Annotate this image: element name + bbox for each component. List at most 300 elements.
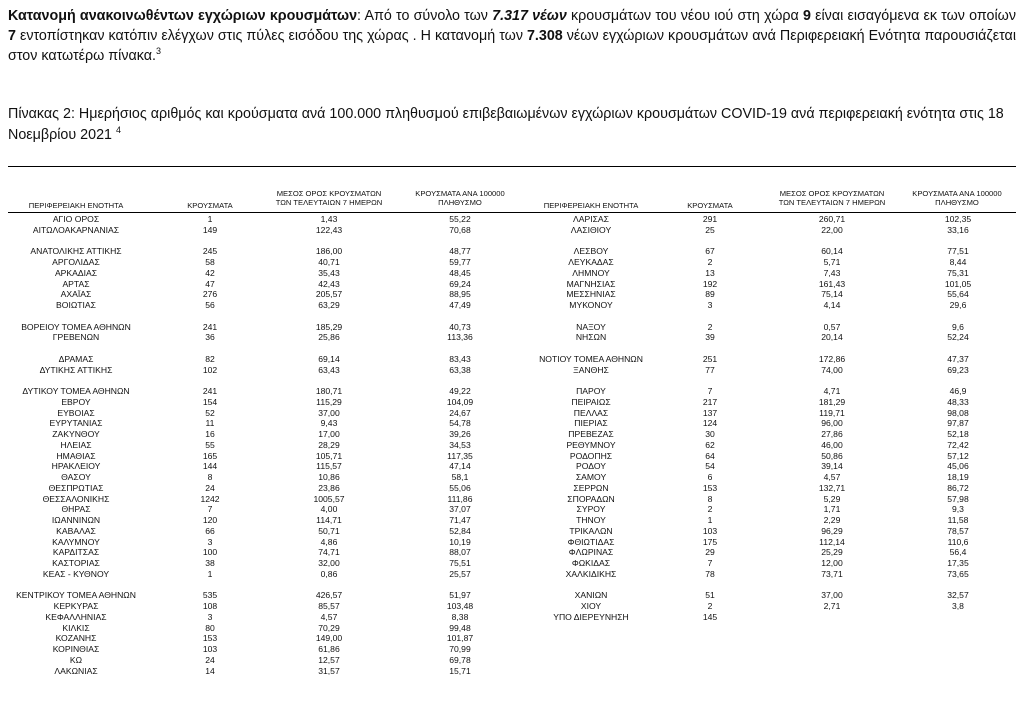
cell-avg7: 23,86 — [318, 482, 340, 493]
table-top-rule — [8, 166, 1016, 167]
cell-cases: 1 — [707, 515, 713, 525]
header-cases-left: ΚΡΟΥΣΜΑΤΑ — [187, 201, 233, 210]
cell-cases: 192 — [702, 278, 718, 289]
cell-region: ΜΕΣΣΗΝΙΑΣ — [566, 289, 616, 300]
cell-per100k: 9,6 — [952, 321, 964, 332]
cell-region: ΑΝΑΤΟΛΙΚΗΣ ΑΤΤΙΚΗΣ — [30, 246, 122, 257]
intro-heading: Κατανομή ανακοινωθέντων εγχώριων κρουσμάτων — [8, 8, 358, 24]
cell-region: ΛΑΣΙΘΙΟΥ — [570, 224, 612, 235]
cell-avg7: 69,14 — [318, 353, 340, 364]
cell-cases: 276 — [202, 289, 218, 300]
cell-region: ΘΕΣΠΡΩΤΙΑΣ — [48, 482, 104, 493]
cell-region: ΠΕΙΡΑΙΩΣ — [571, 396, 611, 407]
cell-cases: 7 — [207, 504, 213, 515]
cell-per100k: 32,57 — [947, 590, 969, 601]
cell-region: ΚΟΡΙΝΘΙΑΣ — [52, 644, 100, 654]
cell-region: ΑΧΑΪΑΣ — [60, 289, 92, 300]
table-row — [0, 246, 1024, 256]
cell-cases: 24 — [205, 482, 215, 493]
cell-region: ΚΕΑΣ - ΚΥΘΝΟΥ — [42, 568, 110, 579]
cell-avg7: 40,71 — [318, 257, 340, 267]
cell-cases: 108 — [202, 601, 218, 611]
cell-cases: 217 — [702, 396, 718, 407]
cell-per100k: 77,51 — [947, 246, 969, 257]
cell-avg7: 39,14 — [821, 461, 843, 472]
table-row — [0, 644, 1024, 654]
cell-per100k: 110,6 — [947, 536, 969, 547]
table-row — [0, 601, 1024, 611]
table-row — [0, 666, 1024, 676]
cell-cases: 1242 — [200, 493, 220, 504]
cell-region: ΧΑΝΙΩΝ — [574, 590, 608, 601]
cell-per100k: 34,53 — [449, 439, 471, 450]
cell-cases: 3 — [207, 536, 213, 547]
cell-cases: 62 — [705, 439, 715, 450]
cell-cases: 3 — [207, 611, 213, 622]
cell-region: ΜΑΓΝΗΣΙΑΣ — [566, 278, 616, 289]
cell-avg7: 4,14 — [823, 300, 841, 310]
intro-domestic-cases: 7.308 — [526, 28, 563, 44]
cell-per100k: 75,31 — [947, 267, 969, 278]
cell-cases: 77 — [705, 364, 715, 375]
cell-per100k: 111,86 — [447, 493, 473, 504]
cell-region: ΚΟΖΑΝΗΣ — [55, 633, 97, 644]
caption-text: Πίνακας 2: Ημερήσιος αριθμός και κρούσματα ανά 100.000 πληθυσμού επιβεβαιωμένων εγχώριων κρουσμάτων COVID-19 ανά περιφερειακή ενότητα στις 18 Νοεμβρίου 2021 — [8, 106, 1004, 143]
cell-avg7: 132,71 — [818, 482, 846, 493]
cell-region: ΧΑΛΚΙΔΙΚΗΣ — [565, 568, 617, 579]
cell-cases: 47 — [205, 278, 215, 289]
cell-region: ΠΡΕΒΕΖΑΣ — [568, 429, 614, 439]
cell-per100k: 15,71 — [449, 665, 471, 676]
header-region-right: ΠΕΡΙΦΕΡΕΙΑΚΗ ΕΝΟΤΗΤΑ — [543, 201, 639, 210]
cell-cases: 24 — [205, 654, 215, 665]
table-row — [0, 526, 1024, 536]
cell-region: ΣΠΟΡΑΔΩΝ — [567, 493, 615, 504]
header-cases-right: ΚΡΟΥΣΜΑΤΑ — [687, 201, 733, 210]
cell-avg7: 180,71 — [315, 386, 343, 396]
intro-text-5: νέων εγχώριων κρουσμάτων ανά Περιφερειακή Ενότητα παρουσιάζεται στον κατωτέρω πίνακα. — [8, 28, 1016, 64]
cell-avg7: 2,29 — [823, 515, 841, 525]
table-row — [0, 408, 1024, 418]
cell-region: ΝΟΤΙΟΥ ΤΟΜΕΑ ΑΘΗΝΩΝ — [539, 353, 643, 364]
cell-avg7: 260,71 — [818, 214, 846, 224]
cell-region: ΧΙΟΥ — [580, 601, 602, 611]
cell-cases: 66 — [205, 525, 215, 536]
cell-avg7: 4,57 — [823, 472, 841, 482]
cell-per100k: 25,57 — [449, 568, 471, 579]
cell-cases: 144 — [202, 461, 218, 472]
cell-per100k: 69,23 — [947, 364, 969, 375]
table-row — [0, 515, 1024, 525]
cell-per100k: 48,33 — [947, 396, 969, 407]
cell-avg7: 74,00 — [821, 364, 843, 375]
header-avg7-right — [766, 189, 898, 207]
cell-region: ΝΑΞΟΥ — [576, 321, 606, 332]
cell-avg7: 149,00 — [315, 633, 343, 644]
cell-avg7: 63,43 — [318, 364, 340, 375]
cell-region: ΒΟΡΕΙΟΥ ΤΟΜΕΑ ΑΘΗΝΩΝ — [21, 321, 131, 332]
cell-per100k: 55,64 — [947, 289, 969, 300]
cell-cases: 89 — [705, 289, 715, 300]
cell-avg7: 63,29 — [318, 300, 340, 310]
cell-region: ΗΡΑΚΛΕΙΟΥ — [51, 461, 101, 472]
header-avg7-right-line2: ΤΩΝ ΤΕΛΕΥΤΑΙΩΝ 7 ΗΜΕΡΩΝ — [778, 198, 886, 207]
cell-cases: 39 — [705, 332, 715, 343]
cell-avg7: 9,43 — [320, 418, 338, 429]
cell-per100k: 63,38 — [449, 364, 471, 375]
cell-avg7: 205,57 — [315, 289, 343, 300]
table-row — [0, 332, 1024, 342]
cell-per100k: 51,97 — [449, 590, 471, 601]
cell-per100k: 56,4 — [949, 547, 967, 558]
table-row — [0, 429, 1024, 439]
cell-avg7: 172,86 — [818, 353, 846, 364]
table-row — [0, 633, 1024, 643]
cell-avg7: 50,71 — [318, 525, 340, 536]
cell-avg7: 17,00 — [318, 429, 340, 439]
intro-text-4: εντοπίστηκαν κατόπιν ελέγχων στις πύλες εισόδου της χώρας . Η κατανομή των — [15, 28, 527, 44]
table-row — [0, 451, 1024, 461]
cell-per100k: 88,95 — [449, 289, 471, 300]
cell-per100k: 69,78 — [449, 654, 471, 665]
cell-per100k: 52,24 — [947, 332, 969, 343]
cell-avg7: 50,86 — [821, 450, 843, 461]
cell-per100k: 55,22 — [449, 214, 471, 224]
intro-border-cases: 7 — [8, 28, 16, 44]
cell-per100k: 47,14 — [449, 461, 471, 472]
cell-per100k: 86,72 — [947, 482, 969, 493]
cell-per100k: 39,26 — [449, 429, 471, 439]
table-row — [0, 354, 1024, 364]
cell-per100k: 54,78 — [449, 418, 471, 429]
cell-avg7: 27,86 — [821, 429, 843, 439]
cell-region: ΚΑΡΔΙΤΣΑΣ — [52, 547, 100, 558]
cell-cases: 56 — [205, 300, 215, 310]
cell-avg7: 186,00 — [315, 246, 343, 257]
cell-region: ΛΑΡΙΣΑΣ — [573, 214, 609, 224]
header-avg7-left-line1: ΜΕΣΟΣ ΟΡΟΣ ΚΡΟΥΣΜΑΤΩΝ — [276, 189, 382, 198]
table-row — [0, 569, 1024, 579]
cell-avg7: 115,57 — [316, 461, 342, 472]
table-row — [0, 558, 1024, 568]
cell-avg7: 85,57 — [318, 601, 340, 611]
cell-region: ΚΑΛΥΜΝΟΥ — [52, 536, 100, 547]
table-row — [0, 440, 1024, 450]
cell-per100k: 83,43 — [449, 353, 471, 364]
header-per100k-right-line2: ΠΛΗΘΥΣΜΟ — [935, 198, 979, 207]
cell-cases: 82 — [205, 353, 215, 364]
cell-per100k: 47,37 — [947, 353, 969, 364]
cell-region: ΦΘΙΩΤΙΔΑΣ — [567, 536, 615, 547]
cell-avg7: 122,43 — [315, 224, 343, 235]
cell-per100k: 9,3 — [952, 504, 964, 515]
cell-region: ΤΡΙΚΑΛΩΝ — [569, 525, 613, 536]
cell-avg7: 42,43 — [318, 278, 340, 289]
cell-cases: 149 — [202, 224, 218, 235]
cell-region: ΑΡΤΑΣ — [62, 278, 90, 289]
cell-per100k: 70,68 — [449, 224, 471, 235]
cell-avg7: 12,57 — [318, 654, 340, 665]
cell-cases: 100 — [202, 547, 218, 558]
table-row — [0, 461, 1024, 471]
cell-per100k: 72,42 — [947, 439, 969, 450]
table-row — [0, 322, 1024, 332]
cell-avg7: 5,29 — [823, 493, 841, 504]
caption-footnote-ref: 4 — [115, 124, 121, 135]
cell-avg7: 115,29 — [316, 396, 342, 407]
cell-per100k: 55,06 — [449, 482, 471, 493]
cell-avg7: 35,43 — [318, 267, 340, 278]
cell-region: ΡΟΔΟΠΗΣ — [569, 450, 613, 461]
header-per100k-left-line2: ΠΛΗΘΥΣΜΟ — [438, 198, 482, 207]
header-per100k-right-line1: ΚΡΟΥΣΜΑΤΑ ΑΝΑ 100000 — [912, 189, 1002, 198]
cell-avg7: 426,57 — [315, 590, 343, 601]
cell-region: ΒΟΙΩΤΙΑΣ — [56, 300, 96, 310]
cell-avg7: 7,43 — [823, 267, 841, 278]
intro-imported-cases: 9 — [802, 8, 811, 24]
table-row — [0, 268, 1024, 278]
cell-per100k: 33,16 — [947, 224, 969, 235]
cell-avg7: 74,71 — [318, 547, 340, 558]
table-row — [0, 612, 1024, 622]
cell-avg7: 0,57 — [823, 321, 841, 332]
cell-avg7: 10,86 — [318, 472, 340, 482]
cell-region: ΣΕΡΡΩΝ — [573, 482, 609, 493]
cell-cases: 80 — [205, 622, 215, 633]
cell-avg7: 60,14 — [821, 246, 843, 257]
cell-cases: 535 — [202, 590, 218, 601]
cell-per100k: 103,48 — [446, 601, 474, 611]
cell-per100k: 40,73 — [449, 321, 471, 332]
table-row — [0, 289, 1024, 299]
cell-per100k: 101,05 — [944, 278, 972, 289]
cell-avg7: 28,29 — [318, 439, 340, 450]
cell-region: ΚΕΡΚΥΡΑΣ — [53, 601, 99, 611]
cell-cases: 55 — [205, 439, 215, 450]
cell-avg7: 0,86 — [320, 568, 338, 579]
table-caption — [8, 104, 1016, 145]
cell-cases: 36 — [205, 332, 215, 343]
cell-region: ΘΑΣΟΥ — [61, 472, 91, 482]
cell-per100k: 102,35 — [944, 214, 972, 224]
cell-avg7: 105,71 — [315, 450, 343, 461]
cell-avg7: 1,43 — [320, 214, 338, 224]
cell-cases: 2 — [707, 257, 713, 267]
cell-per100k: 8,38 — [451, 611, 469, 622]
cell-cases: 2 — [707, 601, 713, 611]
table-row — [0, 483, 1024, 493]
cell-region: ΣΥΡΟΥ — [576, 504, 606, 515]
cell-per100k: 52,84 — [449, 525, 471, 536]
cell-cases: 245 — [202, 246, 218, 257]
cell-per100k: 99,48 — [449, 622, 471, 633]
cell-cases: 1 — [207, 214, 213, 224]
cell-cases: 38 — [205, 558, 215, 568]
cell-avg7: 73,71 — [821, 568, 843, 579]
intro-footnote-ref: 3 — [155, 46, 161, 57]
cell-region: ΑΓΙΟ ΟΡΟΣ — [52, 214, 100, 224]
table-row — [0, 623, 1024, 633]
cell-region: ΕΥΒΟΙΑΣ — [57, 407, 95, 418]
cell-region: ΛΗΜΝΟΥ — [572, 267, 610, 278]
cell-region: ΗΜΑΘΙΑΣ — [56, 450, 96, 461]
cell-region: ΑΙΤΩΛΟΑΚΑΡΝΑΝΙΑΣ — [32, 224, 120, 235]
cell-cases: 165 — [202, 450, 218, 461]
cell-cases: 16 — [205, 429, 215, 439]
cell-region: ΕΒΡΟΥ — [61, 396, 91, 407]
cell-avg7: 4,57 — [320, 611, 338, 622]
table-row — [0, 300, 1024, 310]
cell-per100k: 70,99 — [449, 644, 471, 654]
cell-per100k: 58,1 — [451, 472, 469, 482]
cell-cases: 241 — [202, 386, 218, 396]
cell-region: ΛΕΥΚΑΔΑΣ — [568, 257, 614, 267]
cell-region: ΤΗΝΟΥ — [576, 515, 606, 525]
cell-avg7: 185,29 — [315, 321, 343, 332]
table-row — [0, 225, 1024, 235]
header-avg7-left — [264, 189, 394, 207]
cell-region: ΕΥΡΥΤΑΝΙΑΣ — [49, 418, 103, 429]
cell-per100k: 117,35 — [447, 450, 473, 461]
cell-region: ΣΑΜΟΥ — [575, 472, 607, 482]
cell-cases: 54 — [705, 461, 715, 472]
cell-per100k: 97,87 — [947, 418, 969, 429]
cell-avg7: 25,29 — [821, 547, 843, 558]
cell-avg7: 12,00 — [821, 558, 843, 568]
cell-per100k: 71,47 — [449, 515, 471, 525]
header-avg7-left-line2: ΤΩΝ ΤΕΛΕΥΤΑΙΩΝ 7 ΗΜΕΡΩΝ — [275, 198, 383, 207]
cell-region: ΚΕΦΑΛΛΗΝΙΑΣ — [45, 611, 107, 622]
cell-region: ΔΡΑΜΑΣ — [58, 353, 94, 364]
table-row — [0, 537, 1024, 547]
table-row — [0, 494, 1024, 504]
cell-avg7: 4,00 — [320, 504, 338, 515]
cell-cases: 67 — [705, 246, 715, 257]
cell-per100k: 48,45 — [449, 267, 471, 278]
table-row — [0, 214, 1024, 224]
table-header-rule — [8, 212, 1016, 213]
cell-per100k: 24,67 — [449, 407, 471, 418]
table-row — [0, 397, 1024, 407]
table-row — [0, 386, 1024, 396]
cell-per100k: 78,57 — [947, 525, 969, 536]
cell-per100k: 52,18 — [947, 429, 969, 439]
cell-avg7: 37,00 — [821, 590, 843, 601]
cell-avg7: 46,00 — [821, 439, 843, 450]
cell-avg7: 112,14 — [819, 536, 845, 547]
cell-per100k: 57,98 — [947, 493, 969, 504]
intro-total-cases: 7.317 νέων — [492, 8, 567, 24]
cell-region: ΥΠΟ ΔΙΕΡΕΥΝΗΣΗ — [553, 611, 629, 622]
table-row — [0, 590, 1024, 600]
cell-per100k: 47,49 — [449, 300, 471, 310]
cell-region: ΗΛΕΙΑΣ — [60, 439, 92, 450]
table-row — [0, 504, 1024, 514]
cell-region: ΖΑΚΥΝΘΟΥ — [52, 429, 100, 439]
cell-region: ΓΡΕΒΕΝΩΝ — [52, 332, 100, 343]
cell-avg7: 114,71 — [316, 515, 342, 525]
cell-per100k: 17,35 — [947, 558, 969, 568]
cell-region: ΛΑΚΩΝΙΑΣ — [54, 665, 98, 676]
cell-per100k: 59,77 — [449, 257, 471, 267]
cell-avg7: 20,14 — [821, 332, 843, 343]
cell-avg7: 31,57 — [318, 665, 340, 676]
cell-cases: 6 — [707, 472, 713, 482]
cell-avg7: 4,71 — [823, 386, 841, 396]
cell-cases: 120 — [202, 515, 218, 525]
intro-text-3: είναι εισαγόμενα εκ των οποίων — [810, 8, 1016, 24]
header-per100k-right — [900, 189, 1014, 207]
cell-avg7: 37,00 — [318, 407, 340, 418]
cell-cases: 291 — [702, 214, 718, 224]
cell-avg7: 75,14 — [821, 289, 843, 300]
cell-per100k: 75,51 — [449, 558, 471, 568]
cell-per100k: 101,87 — [446, 633, 474, 644]
cell-cases: 25 — [705, 224, 715, 235]
cell-cases: 153 — [702, 482, 718, 493]
table-row — [0, 418, 1024, 428]
cell-per100k: 11,58 — [947, 515, 969, 525]
cell-region: ΡΟΔΟΥ — [576, 461, 606, 472]
cell-avg7: 2,71 — [823, 601, 841, 611]
table-row — [0, 279, 1024, 289]
cell-avg7: 161,43 — [818, 278, 846, 289]
table-row — [0, 655, 1024, 665]
cell-avg7: 96,00 — [821, 418, 843, 429]
cell-cases: 153 — [202, 633, 218, 644]
cell-region: ΛΕΣΒΟΥ — [573, 246, 609, 257]
cell-cases: 42 — [205, 267, 215, 278]
cell-cases: 64 — [705, 450, 715, 461]
cell-region: ΡΕΘΥΜΝΟΥ — [566, 439, 616, 450]
cell-region: ΠΙΕΡΙΑΣ — [574, 418, 608, 429]
cell-cases: 51 — [705, 590, 715, 601]
cell-region: ΚΙΛΚΙΣ — [62, 622, 90, 633]
cell-per100k: 46,9 — [949, 386, 967, 396]
cell-cases: 102 — [202, 364, 218, 375]
cell-cases: 103 — [702, 525, 718, 536]
cell-avg7: 4,86 — [320, 536, 338, 547]
cell-cases: 2 — [707, 504, 713, 515]
header-avg7-right-line1: ΜΕΣΟΣ ΟΡΟΣ ΚΡΟΥΣΜΑΤΩΝ — [779, 189, 885, 198]
cell-cases: 58 — [205, 257, 215, 267]
cell-per100k: 10,19 — [449, 536, 471, 547]
cell-region: ΝΗΣΩΝ — [575, 332, 607, 343]
cell-cases: 175 — [702, 536, 718, 547]
cell-avg7: 181,29 — [818, 396, 846, 407]
cell-per100k: 29,6 — [949, 300, 967, 310]
table-row — [0, 365, 1024, 375]
cell-cases: 8 — [207, 472, 213, 482]
cell-region: ΘΗΡΑΣ — [61, 504, 91, 515]
table-row — [0, 257, 1024, 267]
cell-region: ΑΡΚΑΔΙΑΣ — [54, 267, 98, 278]
cell-cases: 11 — [205, 418, 215, 429]
cell-region: ΘΕΣΣΑΛΟΝΙΚΗΣ — [42, 493, 110, 504]
cell-region: ΞΑΝΘΗΣ — [573, 364, 609, 375]
cell-cases: 2 — [707, 321, 713, 332]
cell-per100k: 45,06 — [947, 461, 969, 472]
cell-cases: 103 — [202, 644, 218, 654]
cell-region: ΚΕΝΤΡΙΚΟΥ ΤΟΜΕΑ ΑΘΗΝΩΝ — [16, 590, 136, 601]
cell-per100k: 18,19 — [947, 472, 969, 482]
cell-per100k: 57,12 — [947, 450, 969, 461]
cell-cases: 7 — [707, 386, 713, 396]
cell-per100k: 49,22 — [449, 386, 471, 396]
cell-avg7: 119,71 — [819, 407, 845, 418]
cell-per100k: 98,08 — [947, 407, 969, 418]
cell-cases: 251 — [702, 353, 718, 364]
